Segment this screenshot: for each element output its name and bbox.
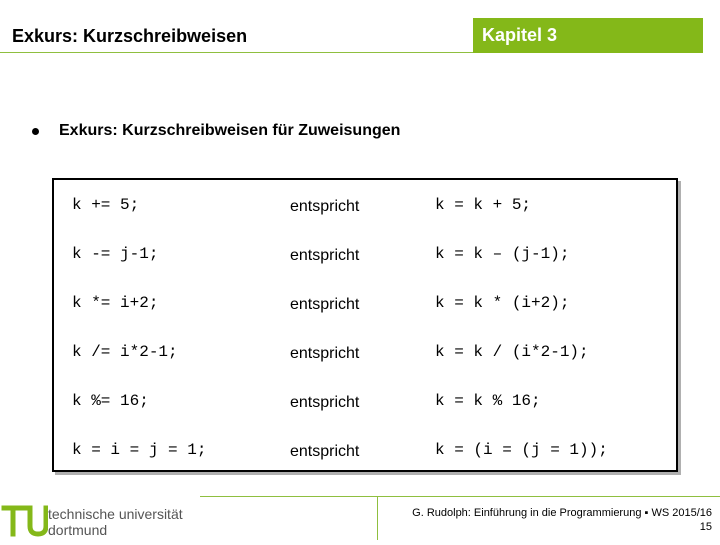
bullet-text: Exkurs: Kurzschreibweisen für Zuweisungen [59, 122, 401, 139]
short-form: k = i = j = 1; [72, 441, 207, 459]
equivalence-label: entspricht [290, 198, 360, 215]
short-form: k %= 16; [72, 392, 149, 410]
citation-text: G. Rudolph: Einführung in die Programmierung ▪ WS 2015/16 [412, 507, 712, 519]
table-row [54, 441, 676, 465]
tu-logo-icon [0, 500, 48, 540]
long-form: k = k + 5; [435, 196, 532, 214]
long-form: k = k % 16; [435, 392, 541, 410]
page-number: 15 [699, 521, 712, 533]
table-row [54, 343, 676, 367]
equivalence-label: entspricht [290, 296, 360, 313]
short-form: k *= i+2; [72, 294, 159, 312]
equivalence-label: entspricht [290, 443, 360, 460]
long-form: k = k / (i*2-1); [435, 343, 589, 361]
short-form: k += 5; [72, 196, 140, 214]
equivalence-label: entspricht [290, 247, 360, 264]
code-table [52, 178, 678, 472]
chapter-label: Kapitel 3 [482, 25, 558, 45]
bullet-item [32, 122, 400, 140]
university-name [48, 506, 183, 538]
chapter-badge [473, 18, 703, 53]
slide-title: Exkurs: Kurzschreibweisen [12, 26, 248, 46]
footer-separator [377, 496, 378, 540]
footer-citation [412, 506, 712, 534]
short-form: k /= i*2-1; [72, 343, 178, 361]
table-row [54, 245, 676, 269]
footer-divider [200, 496, 720, 497]
university-line-1: technische universität [48, 506, 183, 522]
bullet-dot-icon [32, 128, 39, 135]
long-form: k = k – (j-1); [435, 245, 570, 263]
long-form: k = k * (i+2); [435, 294, 570, 312]
table-row [54, 294, 676, 318]
short-form: k -= j-1; [72, 245, 159, 263]
university-line-2: dortmund [48, 522, 108, 538]
equivalence-label: entspricht [290, 345, 360, 362]
table-row [54, 196, 676, 220]
equivalence-label: entspricht [290, 394, 360, 411]
long-form: k = (i = (j = 1)); [435, 441, 608, 459]
table-row [54, 392, 676, 416]
